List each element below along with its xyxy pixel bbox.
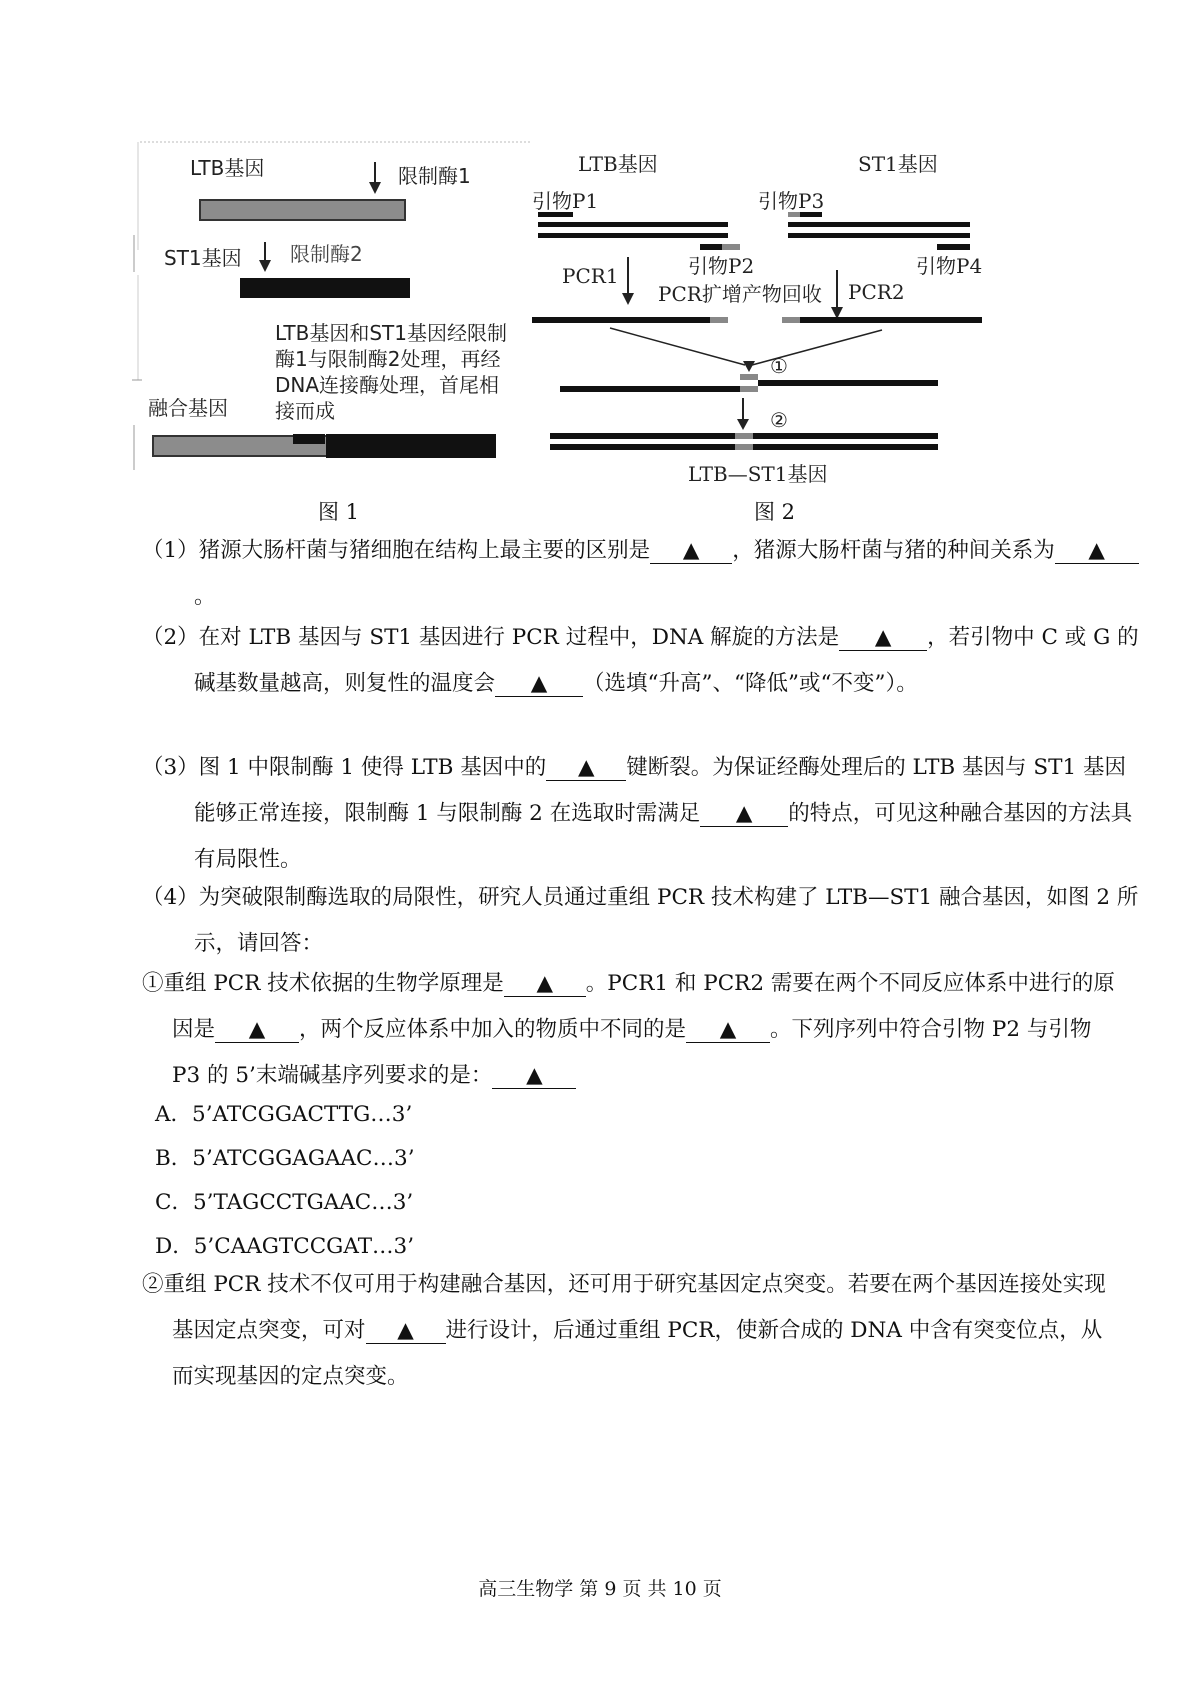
fig2-pcr1-label: PCR1 — [562, 264, 619, 288]
q1-text: ，猪源大肠杆菌与猪的种间关系为 — [732, 538, 1055, 563]
q4-2-text: 进行设计，后通过重组 PCR，使新合成的 DNA 中含有突变位点，从而实现基因的定点突变。 — [172, 1318, 1103, 1389]
intermediate-overlap-top — [740, 374, 758, 380]
pcr1-product-overlap — [710, 317, 728, 323]
fused-strand-bottom-left — [550, 444, 735, 450]
intermediate-st1-strand — [758, 380, 938, 386]
answer-blank[interactable]: ▲ — [495, 672, 583, 697]
answer-blank[interactable]: ▲ — [650, 539, 732, 564]
pcr1-arrowhead — [622, 293, 634, 305]
merge-line-left — [610, 328, 745, 365]
answer-blank[interactable]: ▲ — [366, 1319, 446, 1344]
st1-strand-bottom — [788, 233, 970, 238]
figure-2-caption: 图 2 — [754, 500, 796, 524]
q2-text: ，若引物中 C 或 G 的碱基数量越高，则复性的温度会 — [194, 625, 1139, 696]
page-footer: 高三生物学 第 9 页 共 10 页 — [478, 1578, 722, 1600]
fig1-fusion-label: 融合基因 — [148, 396, 228, 420]
answer-blank[interactable]: ▲ — [546, 756, 626, 781]
question-2 — [142, 615, 1144, 707]
figure-2 — [530, 140, 1000, 490]
ltb-strand-top — [538, 222, 728, 227]
fused-junction-top — [735, 433, 753, 439]
fig2-ltb-label: LTB基因 — [578, 152, 658, 176]
q3-text: 键断裂。为保证经酶处理后的 LTB 基因与 ST1 基因能够正常连接，限制酶 1 与限制酶 2 在选取时需满足 — [194, 755, 1126, 826]
fig2-step2: ② — [770, 408, 788, 432]
fig1-enzyme2-label: 限制酶2 — [290, 242, 363, 266]
fused-strand-top-right — [753, 433, 938, 439]
option-a: A．5’ATCGGACTTG…3’ — [155, 1102, 413, 1127]
intermediate-overlap-bottom — [740, 386, 758, 392]
fused-strand-top-left — [550, 433, 735, 439]
fig2-st1-label: ST1基因 — [858, 152, 938, 176]
fig1-note-line: 接而成 — [275, 399, 335, 423]
option-d: D．5’CAAGTCCGAT…3’ — [155, 1234, 415, 1259]
fig1-note-line: LTB基因和ST1基因经限制 — [275, 321, 507, 345]
enzyme1-arrowhead — [369, 182, 381, 194]
fig2-step1: ① — [770, 354, 788, 378]
fig1-ltb-label: LTB基因 — [190, 156, 265, 180]
answer-blank[interactable]: ▲ — [1055, 539, 1139, 564]
intermediate-ltb-strand — [560, 386, 740, 392]
fig1-note-line: DNA连接酶处理，首尾相 — [275, 373, 500, 397]
fig2-pcr2-label: PCR2 — [848, 280, 905, 304]
answer-blank[interactable]: ▲ — [686, 1018, 770, 1043]
q4-1-text: ，两个反应体系中加入的物质中不同的是 — [299, 1017, 687, 1042]
q3-text: 的特点，可见这种融合基因的方法具有局限性。 — [194, 801, 1133, 872]
step2-arrowhead — [737, 419, 749, 430]
fig2-result-label: LTB—ST1基因 — [688, 462, 828, 486]
fusion-junction — [293, 434, 325, 444]
q2-text: （2）在对 LTB 基因与 ST1 基因进行 PCR 过程中，DNA 解旋的方法是 — [142, 625, 840, 650]
q4-1-text: 。PCR1 和 PCR2 需要在两个不同反应体系中进行的原因是 — [172, 971, 1115, 1042]
fig2-primer-p3: 引物P3 — [758, 189, 825, 213]
st1-strand-top — [788, 222, 970, 227]
fig1-enzyme1-label: 限制酶1 — [398, 164, 471, 188]
answer-blank[interactable]: ▲ — [492, 1064, 576, 1089]
fig1-note-line: 酶1与限制酶2处理，再经 — [275, 347, 501, 371]
question-1 — [142, 528, 1144, 620]
enzyme2-arrowhead — [259, 260, 271, 272]
answer-blank[interactable]: ▲ — [215, 1018, 299, 1043]
fig1-st1-label: ST1基因 — [164, 246, 242, 270]
q2-text: （选填“升高”、“降低”或“不变”）。 — [583, 671, 918, 696]
fig2-recovery-label: PCR扩增产物回收 — [658, 282, 822, 306]
ltb-strand-bottom — [538, 233, 728, 238]
figure-1-caption: 图 1 — [318, 500, 360, 524]
q4-1-text: 。下列序列中符合引物 P2 与引物 P3 的 5’末端碱基序列要求的是： — [172, 1017, 1092, 1088]
fused-junction-bottom — [735, 444, 753, 450]
pcr1-product — [532, 317, 710, 323]
q1-text: （1）猪源大肠杆菌与猪细胞在结构上最主要的区别是 — [142, 538, 651, 563]
pcr2-product — [800, 317, 982, 323]
q4-2-text: ②重组 PCR 技术不仅可用于构建融合基因，还可用于研究基因定点突变。若要在两个基因连接处实现基因定点突变，可对 — [142, 1272, 1106, 1343]
question-4-2 — [142, 1262, 1122, 1400]
option-b: B．5’ATCGGAGAAC…3’ — [155, 1146, 415, 1171]
ltb-gene-bar — [200, 200, 405, 220]
fig1-note — [275, 320, 507, 424]
question-3 — [142, 745, 1144, 883]
pcr2-product-overlap — [782, 317, 800, 323]
q4-intro-text: （4）为突破限制酶选取的局限性，研究人员通过重组 PCR 技术构建了 LTB—ST1 融合基因，如图 2 所示，请回答： — [142, 885, 1139, 956]
fusion-gene-st1-part — [326, 434, 496, 458]
fused-strand-bottom-right — [753, 444, 938, 450]
option-c: C．5’TAGCCTGAAC…3’ — [155, 1190, 414, 1215]
fig2-primer-p2: 引物P2 — [688, 254, 755, 278]
q3-text: （3）图 1 中限制酶 1 使得 LTB 基因中的 — [142, 755, 547, 780]
q1-text: 。 — [194, 584, 216, 609]
answer-blank[interactable]: ▲ — [504, 972, 586, 997]
answer-blank[interactable]: ▲ — [700, 802, 788, 827]
st1-gene-bar — [240, 278, 410, 298]
q4-1-text: ①重组 PCR 技术依据的生物学原理是 — [142, 971, 504, 996]
merge-arrowhead — [743, 361, 755, 372]
question-4-1 — [142, 961, 1122, 1099]
question-4-intro — [142, 875, 1144, 967]
fig2-primer-p4: 引物P4 — [916, 254, 983, 278]
figure-1 — [130, 140, 550, 470]
answer-blank[interactable]: ▲ — [839, 626, 927, 651]
fig2-primer-p1: 引物P1 — [532, 189, 599, 213]
